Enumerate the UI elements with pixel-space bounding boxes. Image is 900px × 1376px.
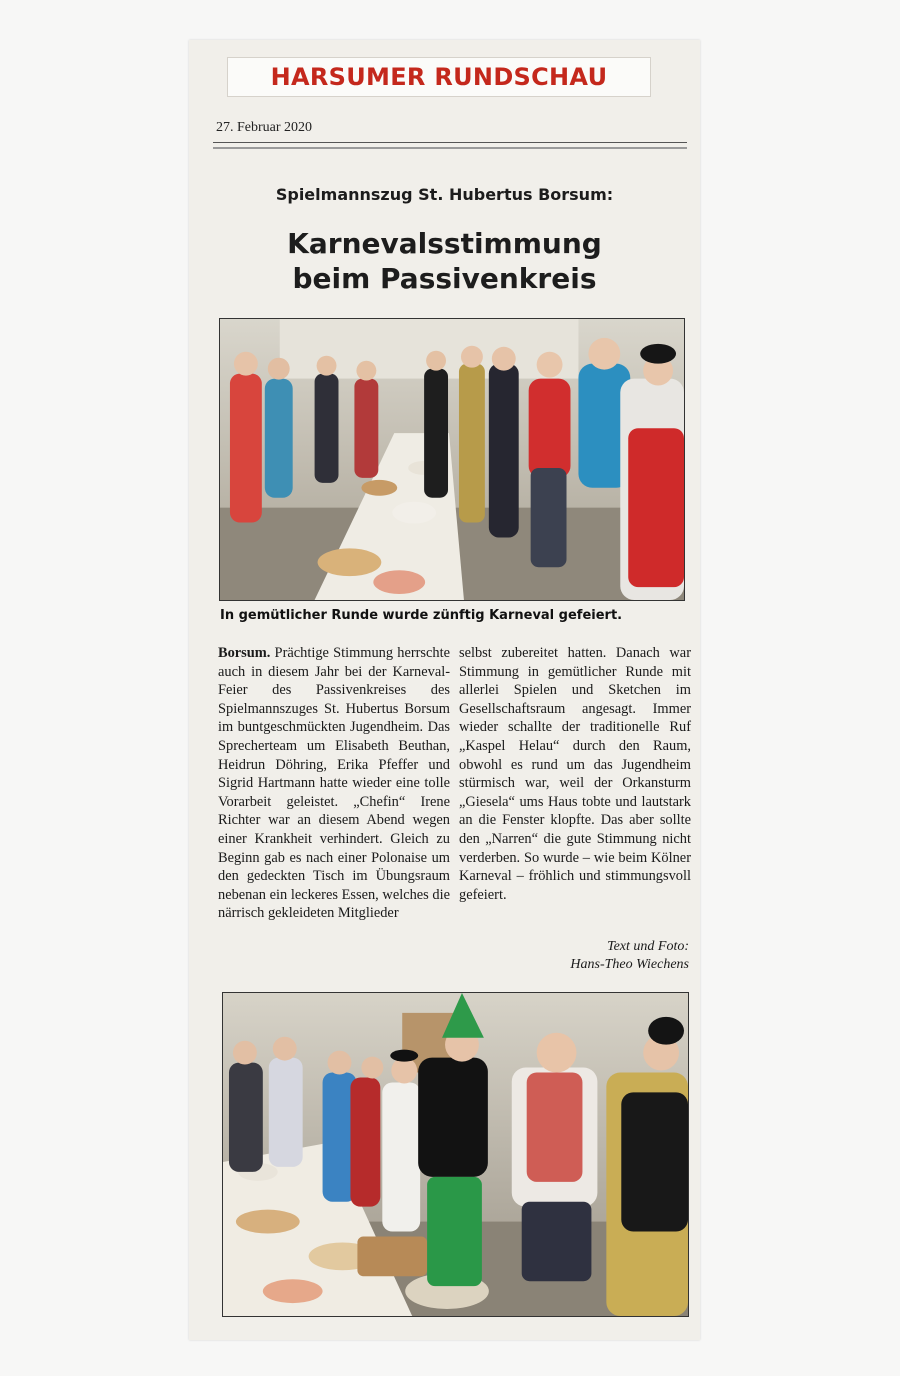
article-dateline: Borsum. [218,645,271,661]
publication-date: 27. Februar 2020 [216,120,313,135]
masthead-title: HARSUMER RUNDSCHAU [270,63,608,91]
article-text-left: Prächtige Stimmung herrschte auch in diesem Jahr bei der Karneval-Feier des Passivenkreises des Spielmannszuges St. Hubertus Borsum im buntgeschmückten Jugendheim. Das Sprecherteam um Elisabeth Beuthan, Heidrun Döhring, Erika Pfeffer und Sigrid Hartmann hatte wieder eine tolle Vorarbeit geleistet. „Chefin“ Irene Richter war an diesem Abend wegen einer Krankheit verhindert. Gleich zu Beginn gab es nach einer Polonaise um den gedeckten Tisch im Übungsraum nebenan ein leckeres Essen, welches die närrisch gekleideten Mitglieder [218,645,450,922]
article-kicker: Spielmannszug St. Hubertus Borsum: [275,185,614,204]
photo-polonaise [219,318,685,601]
masthead [227,57,651,97]
newspaper-clipping [189,40,700,1340]
article-column-left [218,644,450,923]
photo-credit [509,938,689,974]
credit-label: Text und Foto: [607,939,689,954]
headline-line-2: beim Passivenkreis [292,262,597,295]
article-column-right [459,644,691,904]
header-rule [213,142,687,143]
headline-line-1: Karnevalsstimmung [287,227,602,260]
photo-caption: In gemütlicher Runde wurde zünftig Karneval gefeiert. [220,608,623,623]
photo-conga-line [222,992,689,1317]
article-headline [189,226,700,296]
article-text-right: selbst zubereitet hatten. Danach war Stimmung in gemütlicher Runde mit allerlei Spielen und Sketchen im Gesellschaftsraum angesagt. Immer wieder schallte der traditionelle Ruf „Kaspel Helau“ durch den Raum, obwohl es rund um das Jugendheim stürmisch war, weil der Orkansturm „Giesela“ ums Haus tobte und lautstark an die Fenster klopfte. Das aber sollte den „Narren“ die gute Stimmung nicht verderben. So wurde – wie beim Kölner Karneval – fröhlich und stimmungsvoll gefeiert. [459,645,691,903]
header-rule-thick [213,147,687,149]
credit-author: Hans-Theo Wiechens [570,957,689,972]
